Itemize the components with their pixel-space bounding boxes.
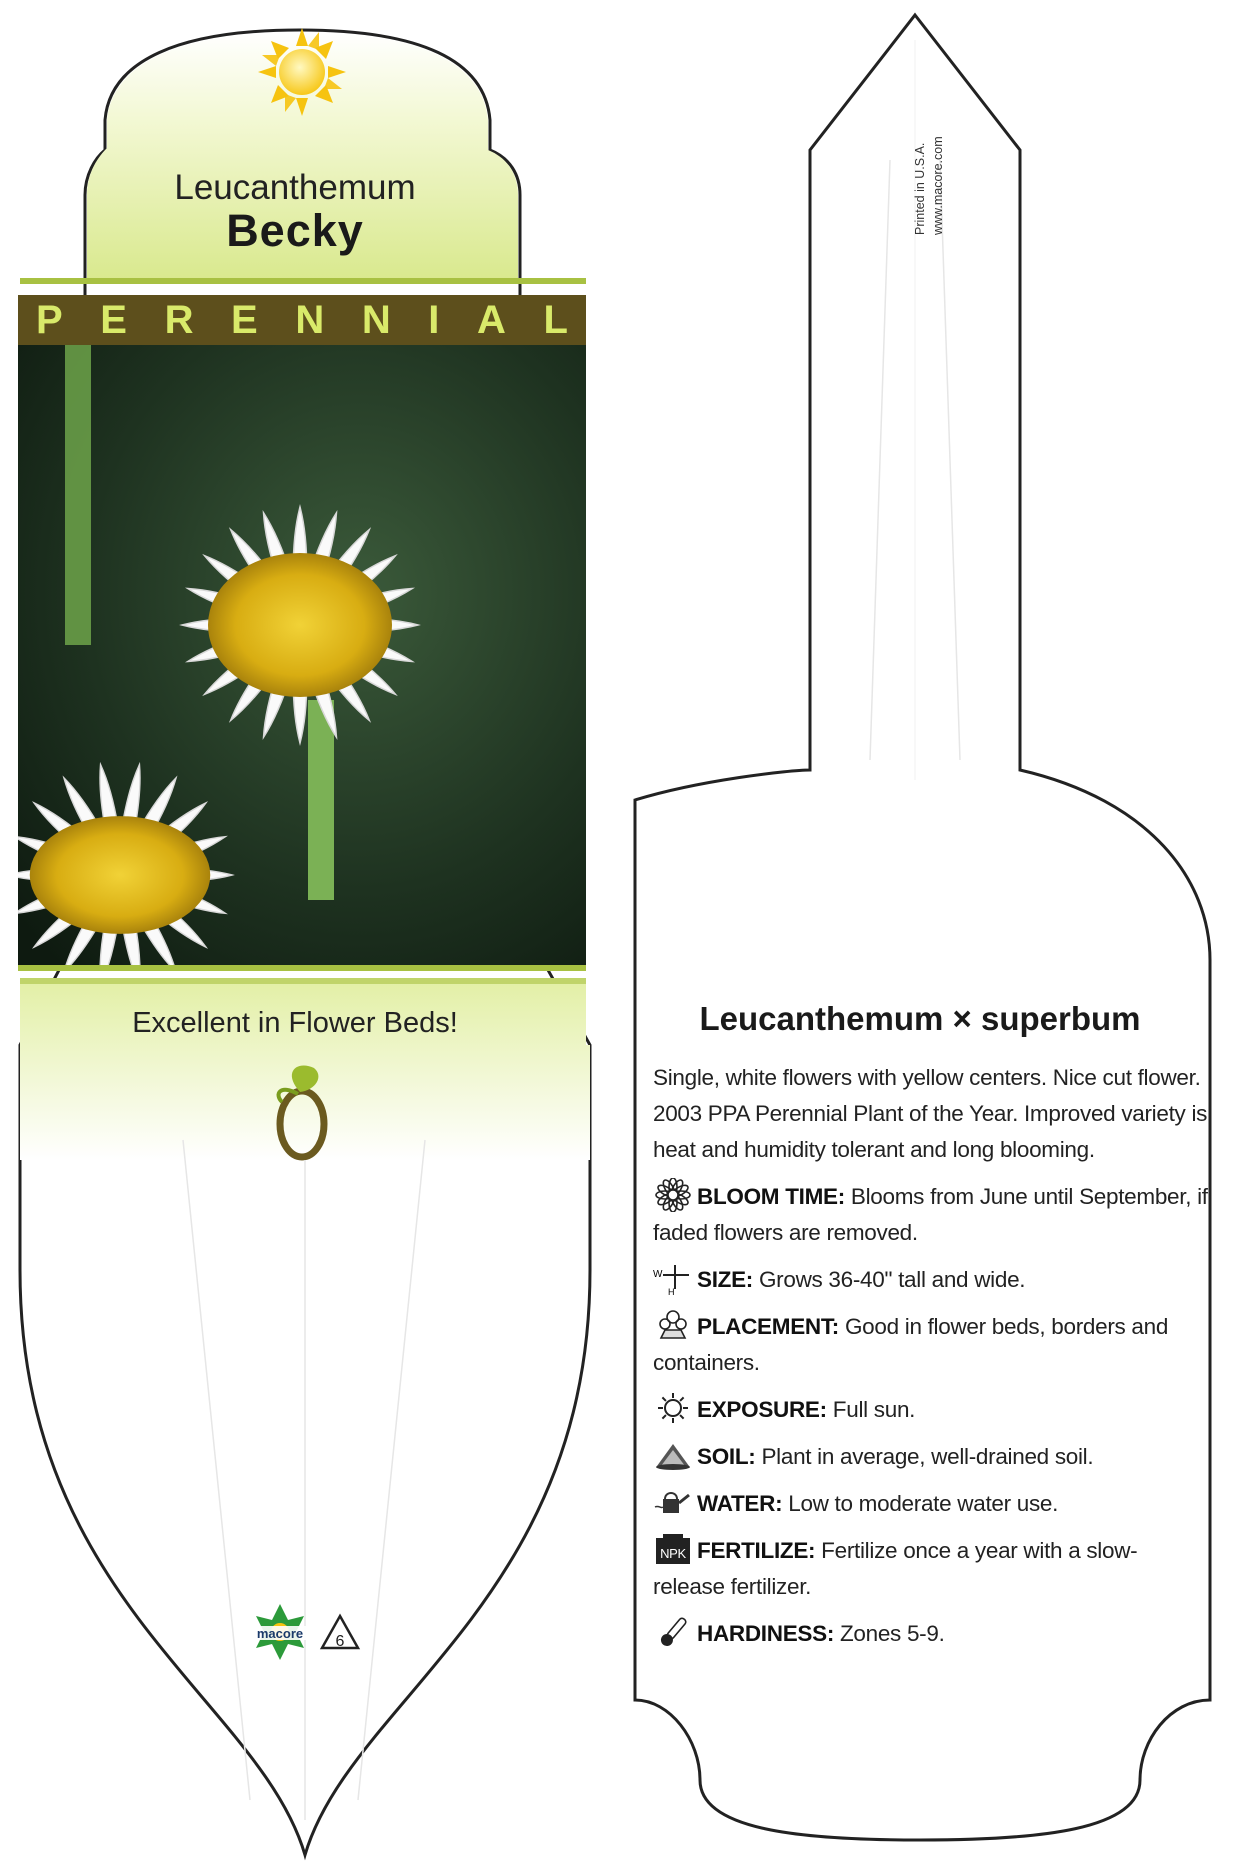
thermometer-icon (653, 1615, 693, 1649)
size-wh-icon (653, 1261, 693, 1295)
attribute-text: Low to moderate water use. (782, 1491, 1059, 1516)
category-letter: N (361, 297, 391, 342)
attribute-text: Full sun. (826, 1397, 916, 1422)
attribute-item (653, 1615, 1208, 1652)
attribute-text: Grows 36-40" tall and wide. (753, 1267, 1026, 1292)
attribute-item (653, 1308, 1208, 1381)
attribute-item (653, 1261, 1208, 1298)
care-info (653, 1060, 1208, 1662)
daisy-photo (8, 345, 586, 987)
category-label (18, 295, 586, 345)
soil-pile-icon (653, 1438, 693, 1472)
attribute-label: PLACEMENT: (697, 1314, 839, 1339)
svg-text:H: H (668, 1287, 675, 1295)
attribute-item (653, 1178, 1208, 1251)
sun-outline-icon (653, 1391, 693, 1425)
category-letter: E (100, 297, 127, 342)
category-letter: N (295, 297, 325, 342)
attribute-label: EXPOSURE: (697, 1397, 827, 1422)
svg-text:W: W (653, 1269, 663, 1280)
attribute-label: BLOOM TIME: (697, 1184, 845, 1209)
macore-logo-text: macore (256, 1626, 304, 1641)
attribute-text: Blooms from June until September, if faded flowers are removed. (653, 1184, 1208, 1245)
attribute-item (653, 1485, 1208, 1522)
attribute-label: SIZE: (697, 1267, 754, 1292)
attribute-label: HARDINESS: (697, 1621, 835, 1646)
attribute-item (653, 1532, 1208, 1605)
botanical-name: Leucanthemum (174, 168, 416, 207)
attribute-item (653, 1438, 1208, 1475)
watering-can-icon (653, 1485, 693, 1519)
sun-icon (258, 28, 346, 116)
attribute-text: Zones 5-9. (834, 1621, 945, 1646)
attribute-text: Plant in average, well-drained soil. (755, 1444, 1094, 1469)
attribute-label: SOIL: (697, 1444, 756, 1469)
category-letter: L (543, 297, 568, 342)
attribute-label: WATER: (697, 1491, 783, 1516)
tagline: Excellent in Flower Beds! (132, 1007, 458, 1039)
category-letter: E (231, 297, 258, 342)
attribute-item (653, 1391, 1208, 1428)
attribute-label: FERTILIZE: (697, 1538, 816, 1563)
placement-plant-icon (653, 1308, 693, 1342)
recycle-code-text: 6 (335, 1633, 345, 1650)
category-letter: P (36, 297, 63, 342)
category-letter: R (164, 297, 194, 342)
printed-note (910, 95, 950, 235)
website-text: www.macore.com (931, 136, 945, 235)
npk-text: NPK (660, 1546, 686, 1561)
attribute-list (653, 1178, 1208, 1652)
cultivar-name: Becky (226, 205, 364, 256)
category-letter: A (477, 297, 506, 342)
attribute-text: Fertilize once a year with a slow-release fertilizer. (653, 1538, 1138, 1599)
attribute-text: Good in flower beds, borders and containers. (653, 1314, 1169, 1375)
npk-fertilizer-icon (653, 1532, 693, 1566)
flower-icon (653, 1178, 693, 1212)
printed-in-text: Printed in U.S.A. (913, 142, 927, 235)
category-letter: I (428, 297, 440, 342)
description: Single, white flowers with yellow centers. Nice cut flower. 2003 PPA Perennial Plant of the Year. Improved variety is heat and humidity tolerant and long blooming. (653, 1065, 1208, 1162)
species-heading: Leucanthemum × superbum (699, 1000, 1141, 1037)
